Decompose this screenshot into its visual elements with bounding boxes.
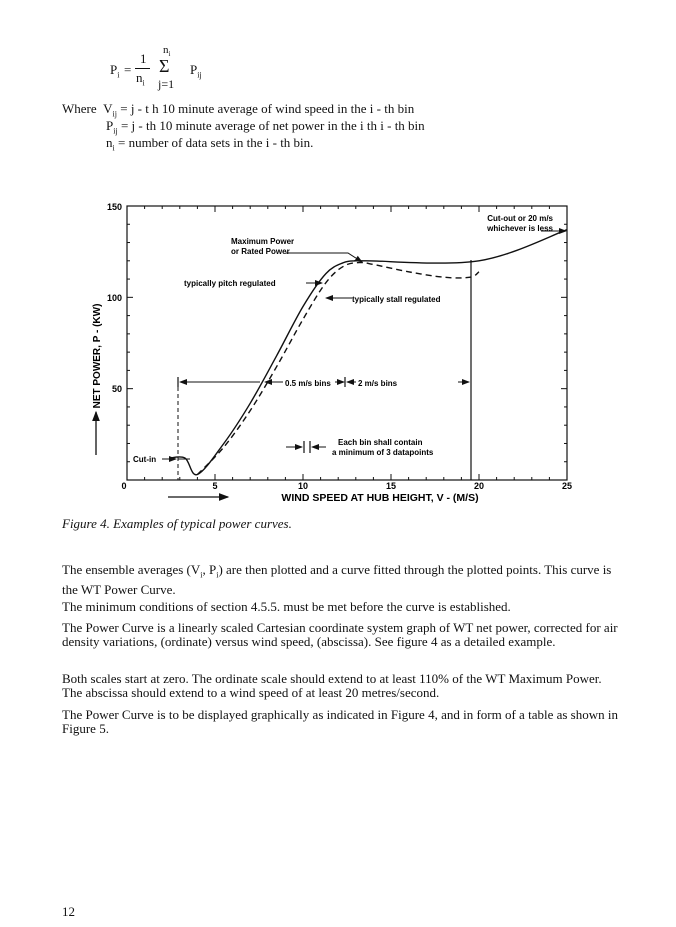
formula-denominator: $n_i$ [136,70,145,88]
annotation-pitch: typically pitch regulated [184,279,276,288]
annotation-cut-out-2: whichever is less [487,224,553,233]
formula-sum-bottom: j=1 [158,77,175,91]
paragraph-2: The minimum conditions of section 4.5.5. must be met before the curve is established. [62,599,511,614]
annotation-cut-out: Cut-out or 20 m/s [487,214,553,223]
formula-term: $P_{ij}$ [190,62,202,80]
annotation-max-power: Maximum Power [231,237,295,246]
paragraph-1: The ensemble averages ($V_i$, $P_i$) are then plotted and a curve fitted through the plotted points. This curve is the WT Power Curve. [62,562,612,597]
y-tick-label: 50 [111,384,122,394]
figure-caption: Figure 4. Examples of typical power curves. [62,516,292,531]
x-tick-label: 15 [385,481,397,491]
formula-sum-top: $n_i$ [163,44,171,59]
formula-numerator: 1 [140,51,147,66]
annotation-bins-05: 0.5 m/s bins [285,379,331,388]
definition-n: $n_i$ = number of data sets in the i - th bin. [106,135,314,153]
definition-v: Where $V_{ij} = j - t$ h 10 minute average of wind speed in the i - th bin [62,101,415,119]
x-tick-label: 0 [121,481,127,491]
definition-p: $P_{ij} = j$ - th 10 minute average of net power in the i th i - th bin [106,118,425,136]
annotation-bins-2: 2 m/s bins [358,379,398,388]
paragraph-5: The Power Curve is to be displayed graphically as indicated in Figure 4, and in form of a table as shown in Figure 5. [62,707,618,736]
y-tick-label: 100 [106,293,122,303]
annotation-cut-in: Cut-in [133,455,157,464]
x-tick-label: 10 [297,481,309,491]
paragraph-3: The Power Curve is a linearly scaled Cartesian coordinate system graph of WT net power, corrected for air density variations, (ordinate) versus wind speed, (abscissa). See figure 4 as a detailed example. [62,620,618,649]
annotation-each-bin: Each bin shall contain [338,438,423,447]
formula-lhs: $P_i$ [110,62,120,80]
x-axis-label: WIND SPEED AT HUB HEIGHT, V - (M/S) [281,492,479,504]
annotation-each-bin-2: a minimum of 3 datapoints [332,448,434,457]
annotation-stall: typically stall regulated [352,295,441,304]
paragraph-4: Both scales start at zero. The ordinate scale should extend to at least 110% of the WT Maximum Power. The abscissa should extend to a wind speed of at least 20 metres/second. [62,671,602,700]
sum-symbol: Σ [159,56,170,76]
x-tick-label: 25 [561,481,573,491]
annotation-max-power-2: or Rated Power [231,247,290,256]
x-tick-label: 20 [473,481,485,491]
x-tick-label: 5 [212,481,218,491]
y-axis-label: NET POWER, P - (KW) [92,303,103,409]
page-number: 12 [62,904,75,919]
y-tick-label: 150 [106,202,122,212]
formula-equals: = [124,62,132,77]
